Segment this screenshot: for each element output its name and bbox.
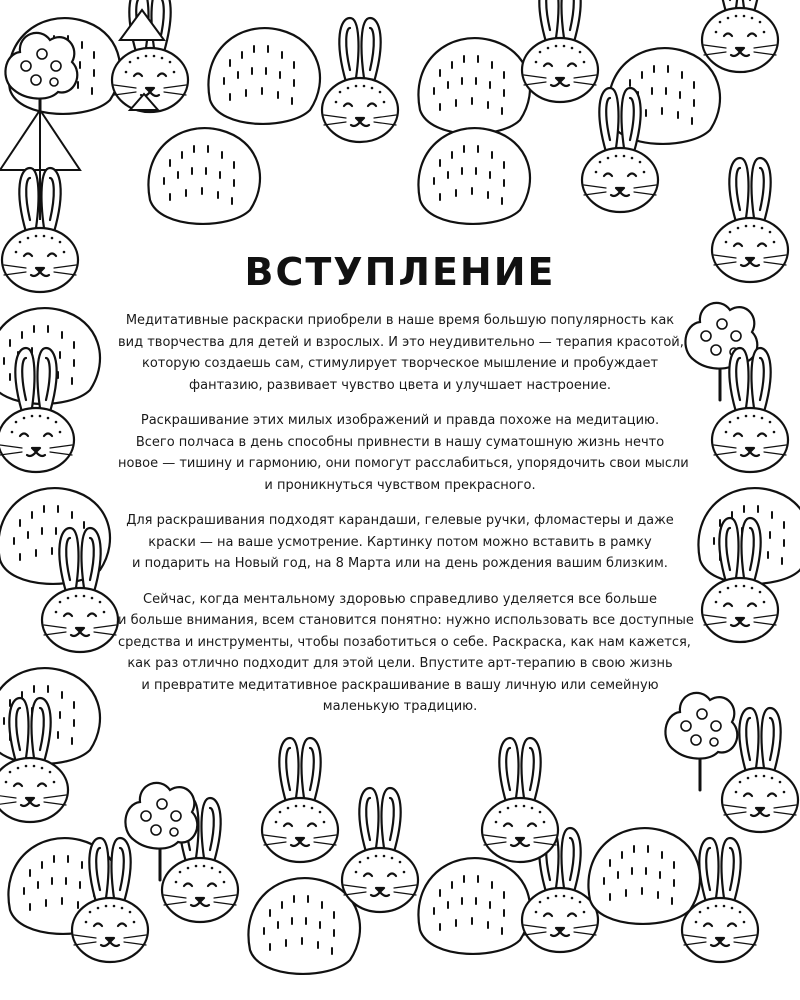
paragraph-line: Для раскрашивания подходят карандаши, гелевые ручки, фломастеры и даже	[126, 513, 674, 528]
page-title: ВСТУПЛЕНИЕ	[244, 250, 556, 294]
paragraph-4	[118, 589, 694, 718]
intro-text-block	[118, 248, 694, 732]
paragraph-line: и превратите медитативное раскрашивание в вашу личную или семейную	[141, 677, 659, 693]
paragraph-line: и больше внимания, всем становится понятно: нужно использовать все доступные	[118, 613, 694, 628]
paragraph-line: новое — тишину и гармонию, они помогут расслабиться, упорядочить свои мысли	[118, 456, 689, 471]
paragraph-line: фантазию, развивает чувство цвета и улучшает настроение.	[189, 377, 611, 393]
paragraph-line: вид творчества для детей и взрослых. И это неудивительно — терапия красотой,	[118, 334, 684, 350]
paragraph-line: как раз отлично подходит для этой цели. Впустите арт-терапию в свою жизнь	[127, 656, 673, 671]
paragraph-line: Медитативные раскраски приобрели в наше время большую популярность как	[125, 313, 675, 328]
paragraph-3	[118, 510, 682, 575]
paragraph-line: средства и инструменты, чтобы позаботиться о себе. Раскраска, как нам кажется,	[118, 634, 691, 650]
paragraph-line: Всего полчаса в день способны привнести в нашу суматошную жизнь нечто	[135, 434, 665, 450]
paragraph-line: и подарить на Новый год, на 8 Марта или на день рождения вашим близким.	[132, 556, 668, 571]
paragraph-line: Сейчас, когда ментальному здоровью справедливо уделяется все больше	[143, 591, 657, 607]
paragraph-2	[118, 410, 689, 496]
paragraph-line: Раскрашивание этих милых изображений и правда похоже на медитацию.	[140, 413, 660, 428]
paragraph-1	[118, 310, 682, 396]
paragraph-line: и проникнуться чувством прекрасного.	[264, 477, 536, 493]
paragraph-line: маленькую традицию.	[322, 699, 478, 714]
paragraph-line: краски — на ваше усмотрение. Картинку потом можно вставить в рамку	[148, 534, 652, 550]
paragraph-line: которую создаешь сам, стимулирует творческое мышление и пробуждает	[141, 356, 659, 371]
